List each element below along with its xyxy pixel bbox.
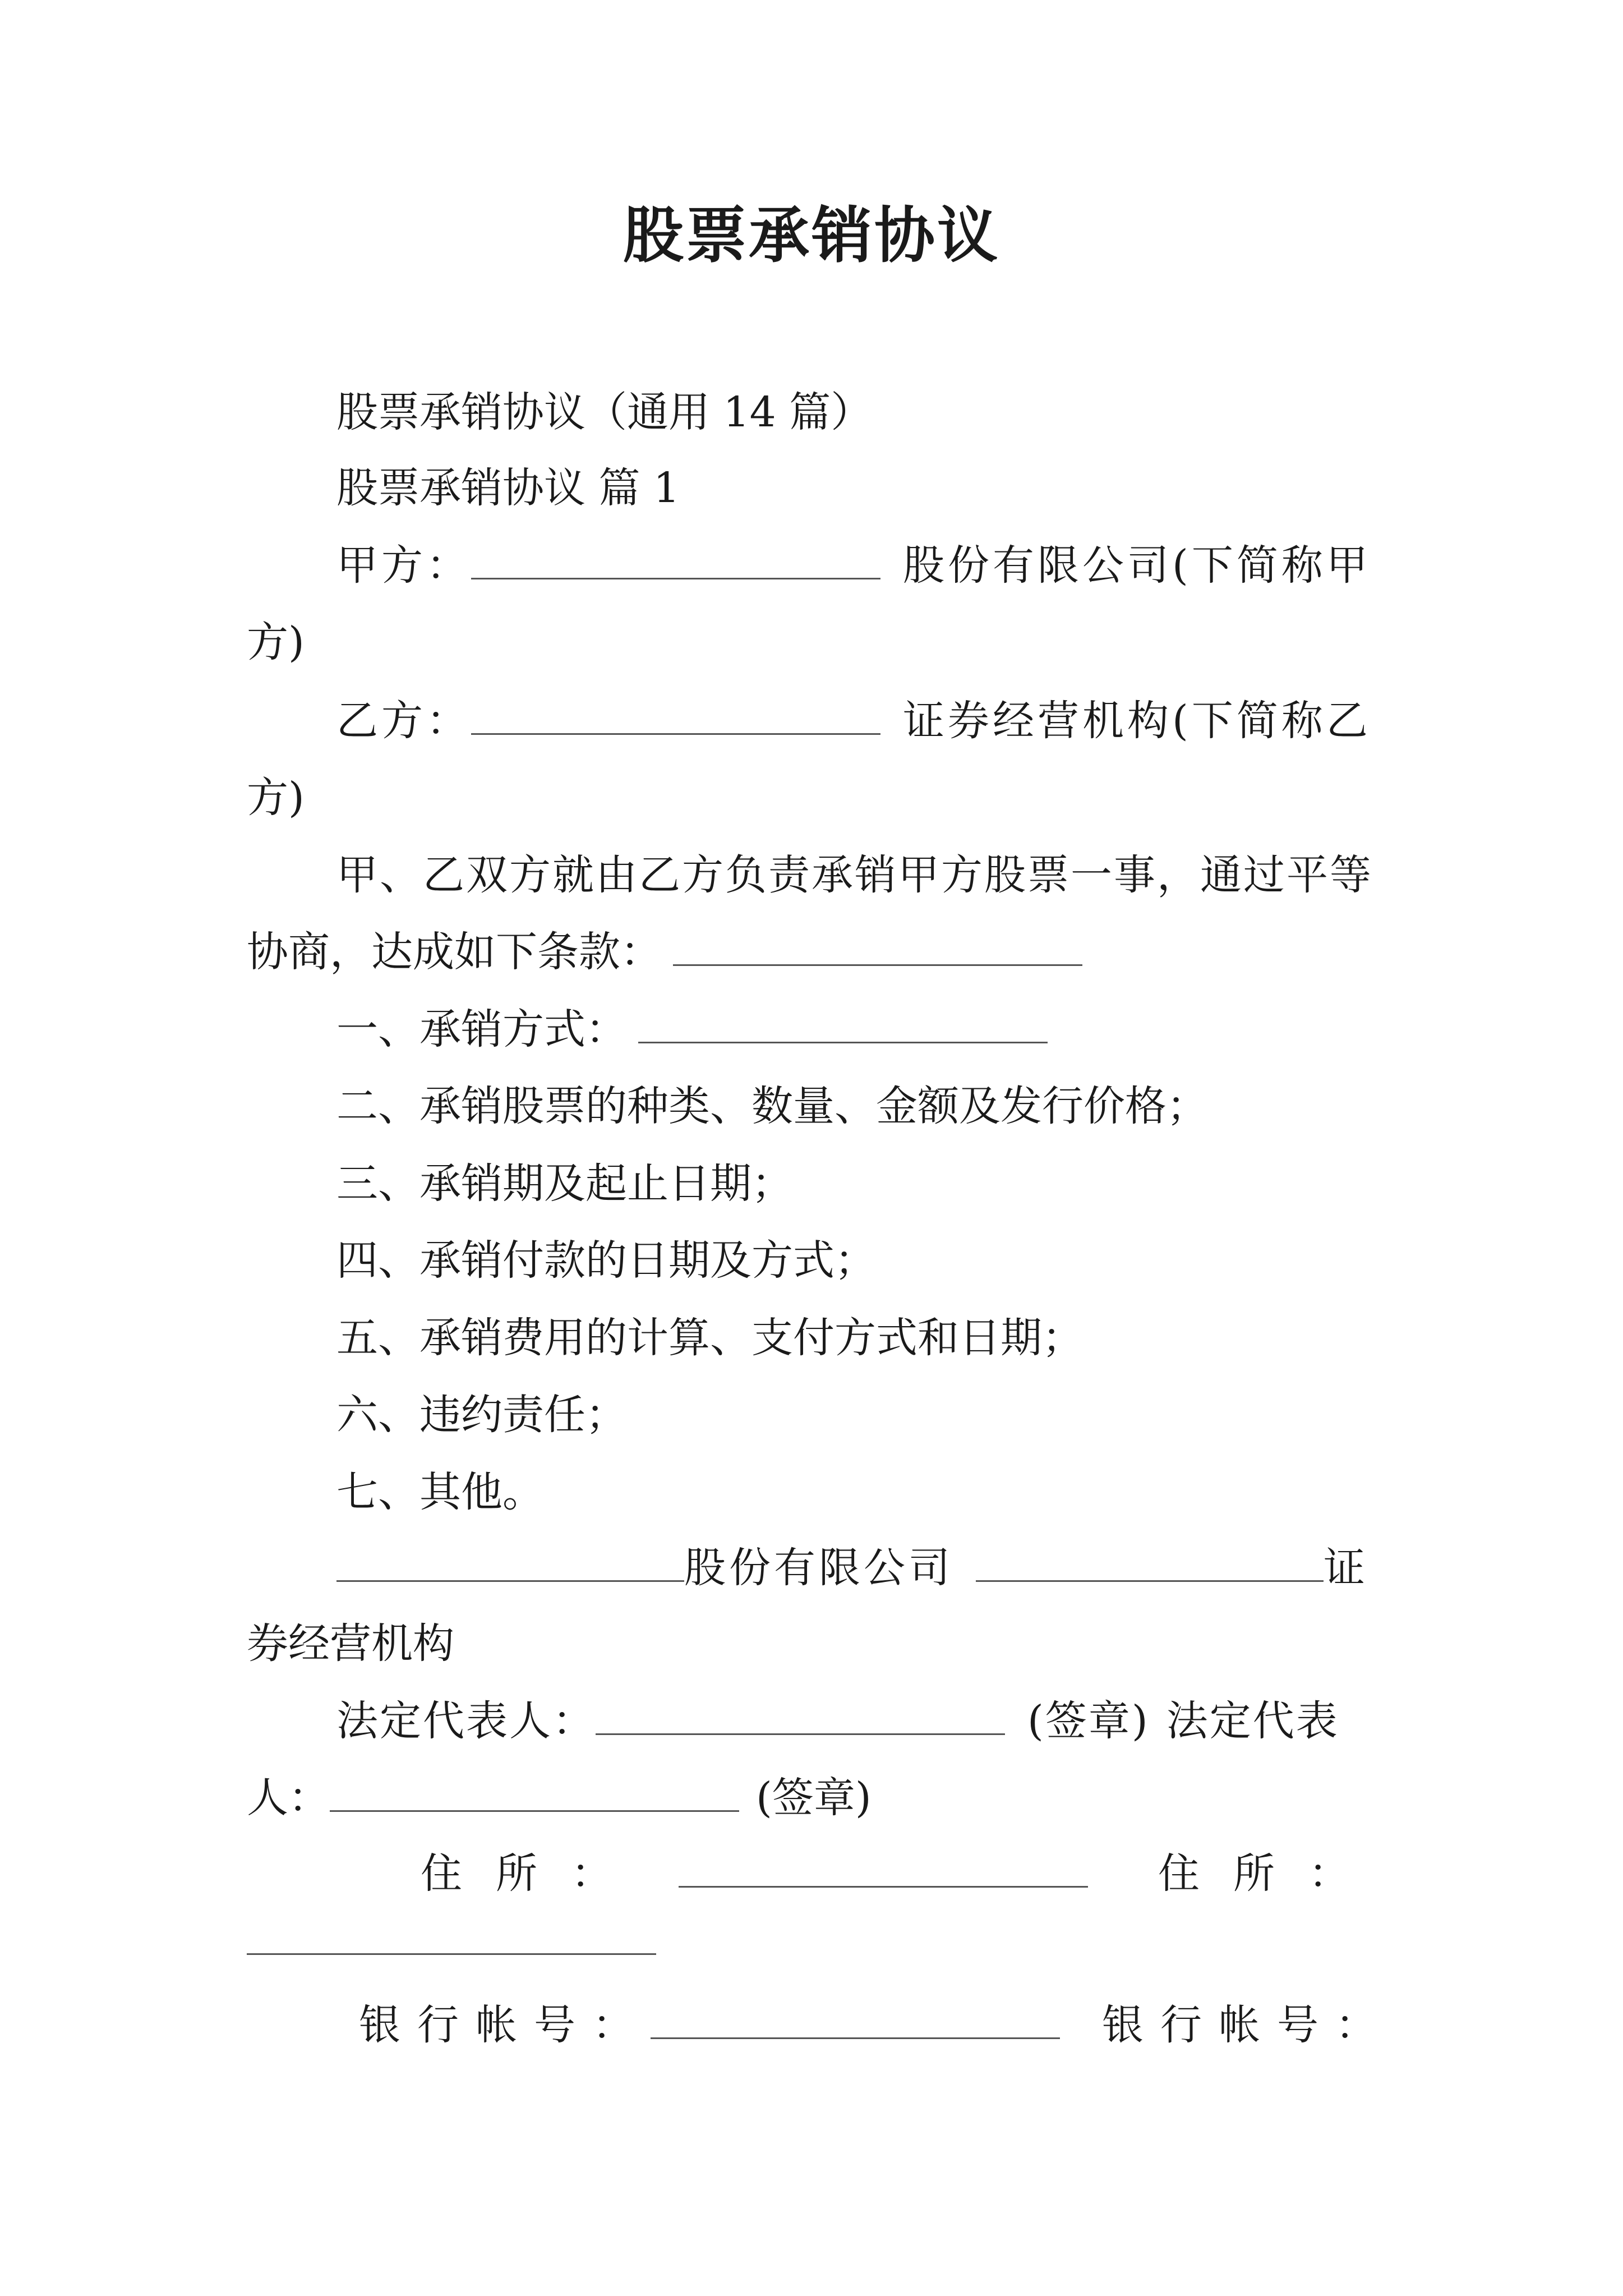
sign-broker-start: 证 <box>1324 1544 1368 1592</box>
document-title: 股票承销协议 <box>623 200 1000 271</box>
party-a-suffix: 股份有限公司(下简称甲 <box>903 541 1371 590</box>
party-a-line <box>336 537 1371 593</box>
legal-rep-wrap-line <box>247 1770 872 1826</box>
legal-rep-b-blank[interactable] <box>330 1775 739 1812</box>
address-a-line <box>679 1846 1088 1902</box>
intro-text: 协商，达成如下条款： <box>247 928 662 976</box>
address-a-blank[interactable] <box>679 1851 1088 1888</box>
clause-2: 二、承销股票的种类、数量、金额及发行价格； <box>336 1082 1208 1130</box>
party-b-wrap: 方) <box>247 774 305 822</box>
party-a-wrap: 方) <box>247 618 305 666</box>
sign-company-label: 股份有限公司 <box>684 1544 953 1592</box>
party-b-suffix: 证券经营机构(下简称乙 <box>903 697 1371 745</box>
address-label-b: 住所： <box>1158 1849 1384 1898</box>
clause-4: 四、承销付款的日期及方式； <box>336 1236 876 1285</box>
intro-line-1: 甲、乙双方就由乙方负责承销甲方股票一事，通过平等 <box>336 851 1373 899</box>
bank-a-line <box>651 1997 1060 2053</box>
clause-1 <box>336 1001 1048 1057</box>
clause-6: 六、违约责任； <box>336 1391 627 1439</box>
bank-a-blank[interactable] <box>651 2003 1060 2039</box>
seal-a: (签章) <box>1027 1697 1150 1745</box>
address-b-blank[interactable] <box>247 1918 656 1955</box>
legal-rep-line <box>336 1693 1339 1749</box>
address-label-a: 住所： <box>421 1849 646 1898</box>
party-a-blank[interactable] <box>471 543 880 579</box>
address-b-line <box>247 1913 656 1969</box>
chapter-heading: 股票承销协议 篇 1 <box>336 464 680 512</box>
clause-1-blank[interactable] <box>638 1007 1048 1043</box>
legal-rep-label-b-wrap: 人： <box>247 1774 330 1822</box>
clause-3: 三、承销期及起止日期； <box>336 1159 793 1208</box>
intro-line-2 <box>247 924 1082 980</box>
sign-company-blank[interactable] <box>336 1545 684 1582</box>
seal-b: (签章) <box>756 1774 872 1822</box>
legal-rep-label-b: 法定代表 <box>1166 1697 1339 1745</box>
signature-companies-line <box>336 1540 1368 1596</box>
bank-label-b: 银行帐号： <box>1102 2001 1394 2049</box>
sign-broker-blank[interactable] <box>976 1545 1324 1582</box>
legal-rep-a-blank[interactable] <box>596 1699 1005 1735</box>
intro-blank[interactable] <box>673 930 1082 966</box>
clause-5: 五、承销费用的计算、支付方式和日期； <box>336 1314 1083 1362</box>
party-b-line <box>336 693 1371 749</box>
clause-7: 七、其他。 <box>336 1468 544 1516</box>
party-a-label: 甲方： <box>336 541 471 590</box>
subtitle: 股票承销协议（通用 14 篇） <box>336 388 873 436</box>
bank-label-a: 银行帐号： <box>359 2001 651 2049</box>
party-b-blank[interactable] <box>471 698 880 735</box>
sign-broker-wrap: 券经营机构 <box>247 1619 454 1668</box>
party-b-label: 乙方： <box>336 697 471 745</box>
clause-1-text: 一、承销方式： <box>336 1005 627 1053</box>
legal-rep-label-a: 法定代表人： <box>336 1697 596 1745</box>
